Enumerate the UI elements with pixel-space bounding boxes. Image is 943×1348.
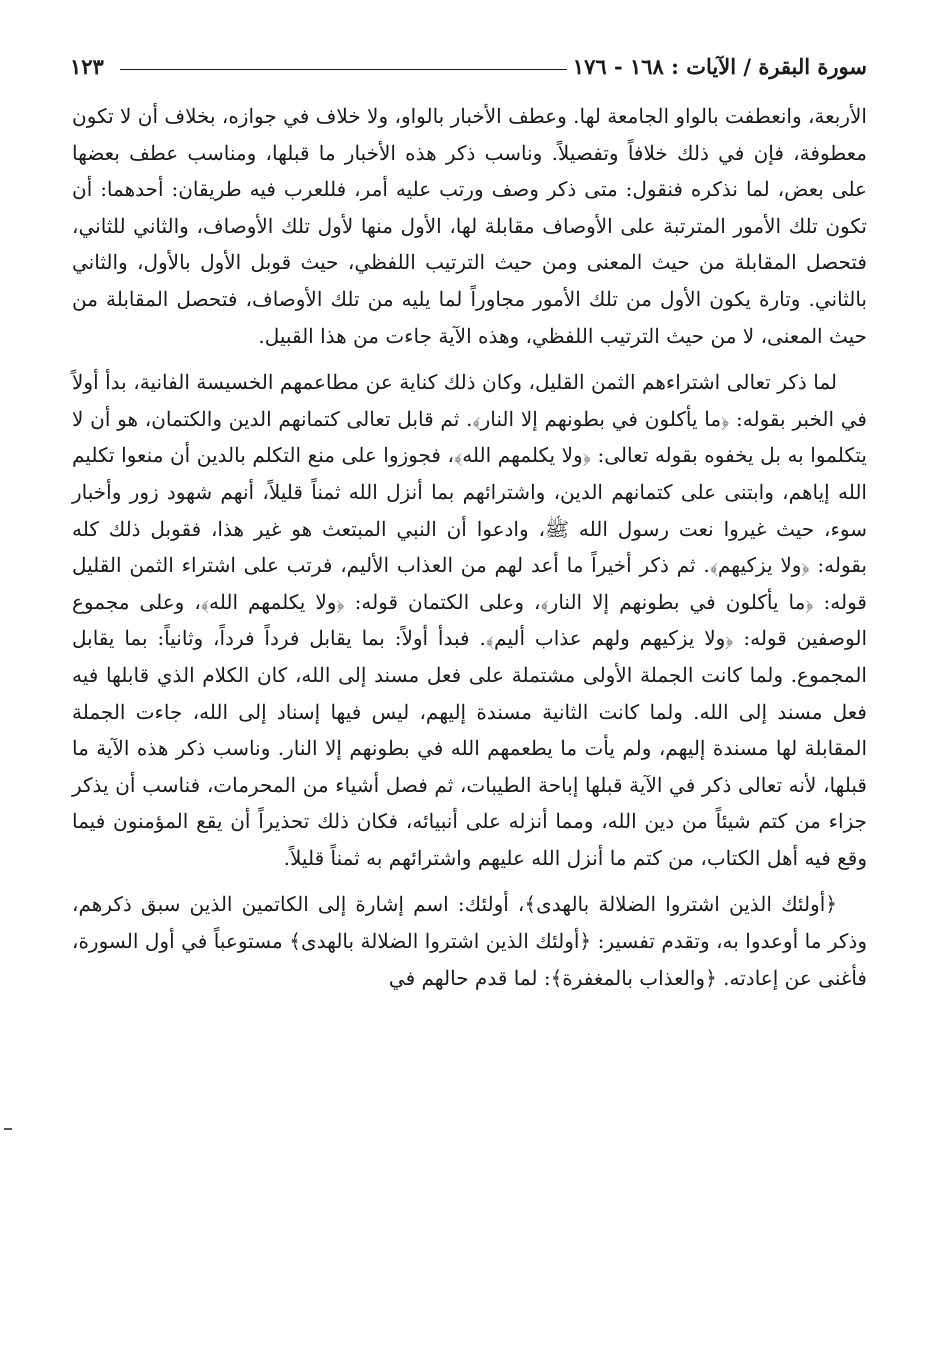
header-rule: [120, 69, 567, 70]
paragraph-1: الأربعة، وانعطفت بالواو الجامعة لها. وعطف الأخبار بالواو، ولا خلاف في جوازه، بخلاف أن لا تكون معطوفة، فإن في ذلك خلافاً وتفصيلاً. وناسب ذكر هذه الأخبار ما قبلها، ومناسب عطف بعضها على بعض، لما نذكره فنقول: متى ذكر وصف ورتب عليه أمر، فللعرب فيه طريقان: أحدهما: أن تكون تلك الأمور المترتبة على الأوصاف مقابلة لها، الأول منها لأول تلك الأوصاف، والثاني للثاني، فتحصل المقابلة من حيث المعنى ومن حيث الترتيب اللفظي، حيث قوبل الأول بالأول، والثاني بالثاني. وتارة يكون الأول من تلك الأمور مجاوراً لما يليه من تلك الأوصاف، فتحصل المقابلة من حيث المعنى، لا من حيث الترتيب اللفظي، وهذه الآية جاءت من هذا القبيل.: [72, 104, 867, 348]
paragraph-3: ﴿أولئك الذين اشتروا الضلالة بالهدى﴾، أولئك: اسم إشارة إلى الكاتمين الذين سبق ذكرهم، وذكر ما أوعدوا به، وتقدم تفسير: ﴿أولئك الذين اشتروا الضلالة بالهدى﴾ مستوعباً في أول السورة، فأغنى عن إعادته. ﴿والعذاب بالمغفرة﴾: لما قدم حالهم في: [72, 892, 867, 990]
main-text: [72, 98, 867, 1006]
paragraph-2: لما ذكر تعالى اشتراءهم الثمن القليل، وكان ذلك كناية عن مطاعمهم الخسيسة الفانية، بدأ أولاً في الخبر بقوله: ﴿ما يأكلون في بطونهم إلا النار﴾. ثم قابل تعالى كتمانهم الدين والكتمان، هو أن لا يتكلموا به بل يخفوه بقوله تعالى: ﴿ولا يكلمهم الله﴾، فجوزوا على منع التكلم بالدين أن منعوا تكليم الله إياهم، وابتنى على كتمانهم الدين، واشترائهم بما أنزل الله ثمناً قليلاً، أنهم شهود زور وأخبار سوء، حيث غيروا نعت رسول الله ﷺ، وادعوا أن النبي المبتعث هو غير هذا، فقوبل ذلك كله بقوله: ﴿ولا يزكيهم﴾. ثم ذكر أخيراً ما أعد لهم من العذاب الأليم، فرتب على اشتراء الثمن القليل قوله: ﴿ما يأكلون في بطونهم إلا النار﴾، وعلى الكتمان قوله: ﴿ولا يكلمهم الله﴾، وعلى مجموع الوصفين قوله: ﴿ولا يزكيهم ولهم عذاب أليم﴾. فبدأ أولاً: بما يقابل فرداً فرداً، وثانياً: بما يقابل المجموع. ولما كانت الجملة الأولى مشتملة على فعل مسند إلى الله، كان الكلام الذي قابلها فيه فعل مسند إلى الله. ولما كانت الثانية مسندة إليهم، ليس فيها إسناد إلى الله، جاءت الجملة المقابلة لها مسندة إليهم، ولم يأت ما يطعمهم الله في بطونهم إلا النار. وناسب ذكر هذه الآية ما قبلها، لأنه تعالى ذكر في الآية قبلها إباحة الطيبات، ثم فصل أشياء من المحرمات، فناسب أن يذكر جزاء من كتم شيئاً من دين الله، ومما أنزله على أنبيائه، فكان ذلك تحذيراً أن يقع المؤمنون فيما وقع فيه أهل الكتاب، من كتم ما أنزل الله عليهم واشترائهم به ثمناً قليلاً.: [72, 370, 868, 870]
surah-title: سورة البقرة / الآيات : ١٦٨ - ١٧٦: [567, 52, 867, 82]
page-number: ١٢٣: [70, 52, 110, 82]
margin-mark: [4, 1128, 12, 1130]
running-header: [70, 52, 867, 86]
